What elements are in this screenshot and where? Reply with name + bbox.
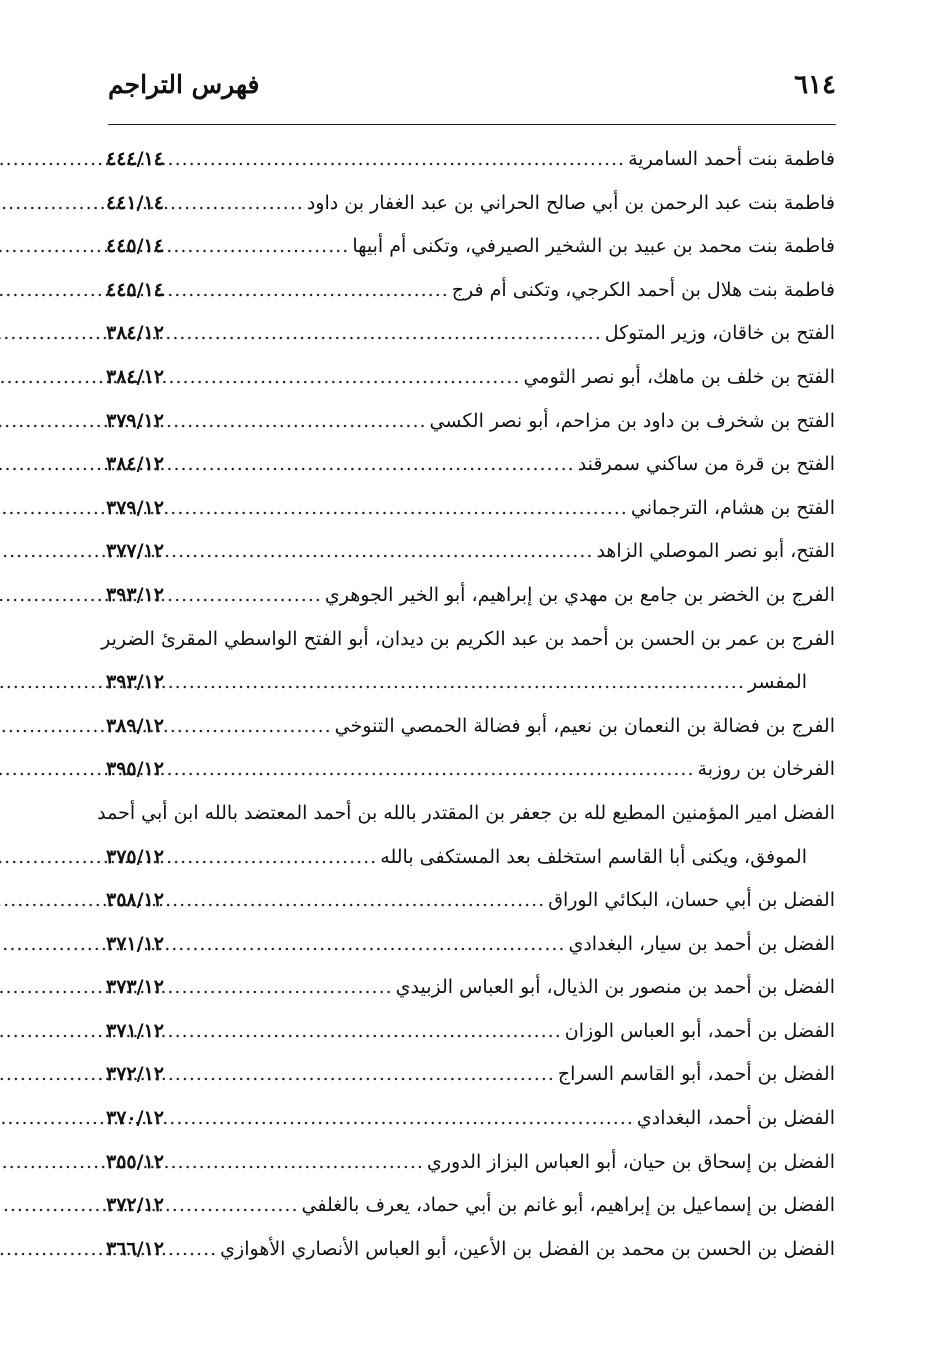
volume-page-ref: ٣٩٣/١٢ xyxy=(106,671,164,694)
volume-page-ref: ٤٤١/١٤ xyxy=(106,191,164,214)
volume-page-ref: ٣٧٩/١٢ xyxy=(106,409,164,432)
dot-leader xyxy=(167,225,349,269)
entry-name: الفضل بن أحمد بن منصور بن الذيال، أبو العباس الزبيدي xyxy=(395,976,835,999)
volume-page-ref: ٤٤٥/١٤ xyxy=(106,278,164,301)
volume-page-ref: ٣٧٥/١٢ xyxy=(106,845,164,868)
entry-name: الفرج بن عمر بن الحسن بن أحمد بن عبد الكريم بن ديدان، أبو الفتح الواسطي المقرئ الضرير xyxy=(101,627,835,650)
entry-name: الفضل بن أحمد، أبو العباس الوزان xyxy=(564,1019,835,1042)
index-entry xyxy=(106,356,835,400)
dot-leader xyxy=(167,312,602,356)
volume-page-ref: ٣٧١/١٢ xyxy=(106,1019,164,1042)
dot-leader xyxy=(167,923,566,967)
index-entry xyxy=(106,530,835,574)
entry-continuation xyxy=(106,661,835,705)
entry-name: الفتح بن خاقان، وزير المتوكل xyxy=(604,322,835,345)
entry-continuation xyxy=(106,836,835,880)
dot-leader xyxy=(167,574,322,618)
dot-leader xyxy=(167,1228,217,1272)
volume-page-ref: ٣٧٢/١٢ xyxy=(106,1063,164,1086)
index-entry xyxy=(106,923,835,967)
volume-page-ref: ٣٩٥/١٢ xyxy=(106,758,164,781)
index-entry xyxy=(106,1228,835,1272)
dot-leader xyxy=(167,1010,562,1054)
entry-name: فاطمة بنت محمد بن عبيد بن الشخير الصيرفي، وتكنى أم أبيها xyxy=(352,235,835,258)
dot-leader xyxy=(167,487,628,531)
index-entry xyxy=(106,574,835,618)
dot-leader xyxy=(167,1097,634,1141)
index-entry xyxy=(106,312,835,356)
index-entry xyxy=(106,1053,835,1097)
entry-name: فاطمة بنت أحمد السامرية xyxy=(628,148,835,170)
dot-leader xyxy=(167,138,625,182)
index-entry xyxy=(106,1184,835,1228)
index-entry xyxy=(106,225,835,269)
dot-leader xyxy=(167,269,449,313)
dot-leader xyxy=(167,879,545,923)
index-entry xyxy=(106,182,835,226)
dot-leader xyxy=(167,443,575,487)
index-entry xyxy=(106,138,835,182)
volume-page-ref: ٣٧٩/١٢ xyxy=(106,496,164,519)
index-entry xyxy=(101,618,835,705)
dot-leader xyxy=(167,661,745,705)
volume-page-ref: ٣٨٤/١٢ xyxy=(106,365,164,388)
dot-leader xyxy=(167,966,393,1010)
entry-name: الفرج بن الخضر بن جامع بن مهدي بن إبراهيم، أبو الخير الجوهري xyxy=(324,583,835,606)
volume-page-ref: ٣٧٠/١٢ xyxy=(106,1107,164,1130)
page-header xyxy=(108,70,836,114)
index-entry xyxy=(106,1097,835,1141)
dot-leader xyxy=(167,1141,424,1185)
index-title: فهرس التراجم xyxy=(108,70,260,99)
index-entry xyxy=(106,1141,835,1185)
entry-name: الفضل بن إسحاق بن حيان، أبو العباس البزاز الدوري xyxy=(426,1150,835,1173)
index-entry xyxy=(106,269,835,313)
index-entry xyxy=(106,487,835,531)
volume-page-ref: ٣٧٧/١٢ xyxy=(106,540,164,563)
dot-leader xyxy=(167,1053,555,1097)
entry-name: الفضل بن الحسن بن محمد بن الفضل بن الأعين، أبو العباس الأنصاري الأهوازي xyxy=(220,1237,835,1260)
index-entry xyxy=(106,966,835,1010)
index-entry xyxy=(106,1010,835,1054)
page-number: ٦١٤ xyxy=(794,70,836,100)
dot-leader xyxy=(167,748,695,792)
index-entry xyxy=(106,705,835,749)
entry-name: فاطمة بنت هلال بن أحمد الكرجي، وتكنى أم فرج xyxy=(451,278,835,301)
index-entry xyxy=(97,792,835,879)
entry-name: الفتح بن هشام، الترجماني xyxy=(630,496,835,519)
volume-page-ref: ٣٩٣/١٢ xyxy=(106,583,164,606)
entry-name: الفتح بن شخرف بن داود بن مزاحم، أبو نصر الكسي xyxy=(429,409,835,432)
dot-leader xyxy=(167,530,593,574)
volume-page-ref: ٣٧١/١٢ xyxy=(106,932,164,955)
index-entry xyxy=(106,748,835,792)
entry-name: الفتح بن قرة من ساكني سمرقند xyxy=(577,453,835,476)
volume-page-ref: ٣٥٨/١٢ xyxy=(106,889,164,912)
index-entries xyxy=(97,138,835,1271)
index-entry xyxy=(106,879,835,923)
dot-leader xyxy=(167,182,304,226)
volume-page-ref: ٣٨٤/١٢ xyxy=(106,453,164,476)
dot-leader xyxy=(167,705,332,749)
dot-leader xyxy=(167,836,377,880)
volume-page-ref: ٣٨٤/١٢ xyxy=(106,322,164,345)
entry-name: الفضل بن أحمد، أبو القاسم السراج xyxy=(557,1063,835,1086)
entry-name: فاطمة بنت عبد الرحمن بن أبي صالح الحراني بن عبد الغفار بن داود xyxy=(306,191,835,214)
entry-name: الفضل بن أحمد، البغدادي xyxy=(636,1107,835,1130)
entry-name: الفضل بن أحمد بن سيار، البغدادي xyxy=(568,932,835,955)
volume-page-ref: ٤٤٥/١٤ xyxy=(106,235,164,258)
entry-name: الفتح بن خلف بن ماهك، أبو نصر الثومي xyxy=(523,365,835,388)
volume-page-ref: ٣٦٦/١٢ xyxy=(106,1237,164,1260)
entry-name: الفتح، أبو نصر الموصلي الزاهد xyxy=(596,540,835,563)
header-rule xyxy=(108,124,836,125)
volume-page-ref: ٣٧٣/١٢ xyxy=(106,976,164,999)
entry-name-continued: الموفق، ويكنى أبا القاسم استخلف بعد المستكفى بالله xyxy=(380,845,807,868)
volume-page-ref: ٣٨٩/١٢ xyxy=(106,714,164,737)
entry-name-continued: المفسر xyxy=(747,671,807,694)
index-entry xyxy=(106,400,835,444)
index-entry xyxy=(106,443,835,487)
volume-page-ref: ٣٧٢/١٢ xyxy=(106,1194,164,1217)
volume-page-ref: ٣٥٥/١٢ xyxy=(106,1150,164,1173)
entry-name: الفرج بن فضالة بن النعمان بن نعيم، أبو فضالة الحمصي التنوخي xyxy=(334,714,835,737)
dot-leader xyxy=(167,400,427,444)
dot-leader xyxy=(167,356,520,400)
entry-name: الفرخان بن روزبة xyxy=(697,758,835,781)
entry-name: الفضل بن أبي حسان، البكائي الوراق xyxy=(548,889,835,912)
entry-name: الفضل امير المؤمنين المطيع لله بن جعفر بن المقتدر بالله بن أحمد المعتضد بالله ابن أبي أحمد xyxy=(97,801,835,824)
volume-page-ref: ٤٤٤/١٤ xyxy=(106,148,164,170)
dot-leader xyxy=(167,1184,299,1228)
entry-name: الفضل بن إسماعيل بن إبراهيم، أبو غانم بن أبي حماد، يعرف بالغلفي xyxy=(301,1194,835,1217)
